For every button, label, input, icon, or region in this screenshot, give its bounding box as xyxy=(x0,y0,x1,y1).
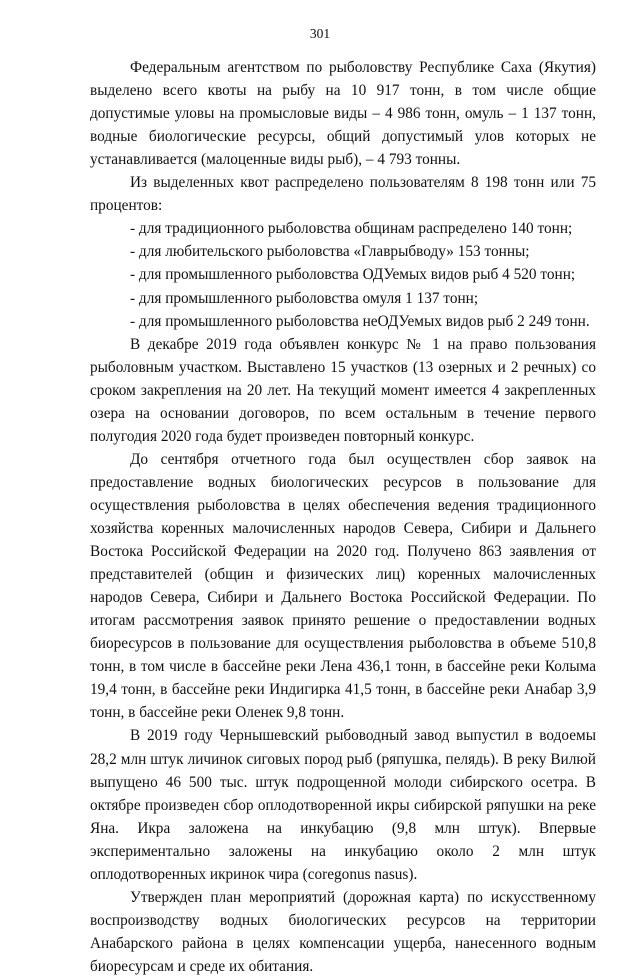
text-line: сроком закрепления на 20 лет. На текущий момент имеется 4 закрепленных xyxy=(90,381,596,399)
text-line: В 2019 году Чернышевский рыбоводный завод выпустил в водоемы xyxy=(130,727,596,745)
text-line: биоресурсов в пользование для осуществления рыболовства в объеме 510,8 xyxy=(90,635,596,653)
text-line: Востока Российской Федерации на 2020 год. Получено 863 заявления от xyxy=(90,543,596,561)
text-line: биоресурсам и среде их обитания. xyxy=(90,957,314,975)
text-line: итогам рассмотрения заявок принято решение о предоставлении водных xyxy=(90,612,596,630)
text-line: выпущено 46 500 тыс. штук подрощенной молоди сибирского осетра. В xyxy=(90,773,596,791)
text-line: предоставление водных биологических ресурсов в пользование для xyxy=(90,473,596,491)
text-line: устанавливается (малоценные виды рыб), – 4 793 тонны. xyxy=(90,151,461,169)
text-line: Из выделенных квот распределено пользователям 8 198 тонн или 75 xyxy=(130,174,596,192)
text-line: В декабре 2019 года объявлен конкурс № 1 на право пользования xyxy=(130,335,596,353)
text-line: полугодия 2020 года будет произведен повторный конкурс. xyxy=(90,427,475,445)
text-line: выделено всего квоты на рыбу на 10 917 тонн, в том числе общие xyxy=(90,82,596,100)
text-line: народов Севера, Сибири и Дальнего Востока Российской Федерации. По xyxy=(90,589,596,607)
list-item: - для любительского рыболовства «Главрыбводу» 153 тонны; xyxy=(130,243,530,261)
page-number: 301 xyxy=(309,26,331,41)
text-line: Федеральным агентством по рыболовству Республике Саха (Якутия) xyxy=(130,59,596,76)
list-item: - для промышленного рыболовства неОДУемых видов рыб 2 249 тонн. xyxy=(130,312,590,330)
text-line: осуществления рыболовства в целях обеспечения ведения традиционного xyxy=(90,496,596,514)
text-line: Яна. Икра заложена на инкубацию (9,8 млн штук). Впервые xyxy=(90,819,596,837)
list-item: - для промышленного рыболовства ОДУемых видов рыб 4 520 тонн; xyxy=(130,266,576,284)
text-line: допустимые уловы на промысловые виды – 4 986 тонн, омуль – 1 137 тонн, xyxy=(90,105,596,123)
text-line: Утвержден план мероприятий (дорожная карта) по искусственному xyxy=(130,888,596,906)
text-line: рыболовным участком. Выставлено 15 участков (13 озерных и 2 речных) со xyxy=(90,358,596,376)
text-line: представителей (общин и физических лиц) коренных малочисленных xyxy=(90,566,596,584)
text-line: 19,4 тонн, в бассейне реки Индигирка 41,5 тонн, в бассейне реки Анабар 3,9 xyxy=(90,681,596,699)
text-line: 28,2 млн штук личинок сиговых пород рыб (ряпушка, пелядь). В реку Вилюй xyxy=(90,750,596,768)
text-line: оплодотворенных икринок чира (coregonus nasus). xyxy=(90,865,418,883)
text-line: озера на основании договоров, по всем остальным в течение первого xyxy=(90,404,596,422)
text-line: тонн, в бассейне реки Оленек 9,8 тонн. xyxy=(90,704,345,722)
list-item: - для промышленного рыболовства омуля 1 137 тонн; xyxy=(130,289,479,307)
text-line: октябре произведен сбор оплодотворенной икры сибирской ряпушки на реке xyxy=(90,796,596,814)
text-line: До сентября отчетного года был осуществлен сбор заявок на xyxy=(130,450,596,468)
text-line: воспроизводству водных биологических ресурсов на территории xyxy=(90,911,596,929)
list-item: - для традиционного рыболовства общинам распределено 140 тонн; xyxy=(130,220,573,238)
text-line: водные биологические ресурсы, общий допустимый улов которых не xyxy=(90,128,596,146)
text-line: хозяйства коренных малочисленных народов Севера, Сибири и Дальнего xyxy=(90,520,596,537)
text-line: тонн, в том числе в бассейне реки Лена 436,1 тонн, в бассейне реки Колыма xyxy=(90,658,596,676)
text-line: Анабарского района в целях компенсации ущерба, нанесенного водным xyxy=(90,934,596,952)
text-line: процентов: xyxy=(90,197,163,215)
text-line: экспериментально заложены на инкубацию около 2 млн штук xyxy=(90,842,596,860)
